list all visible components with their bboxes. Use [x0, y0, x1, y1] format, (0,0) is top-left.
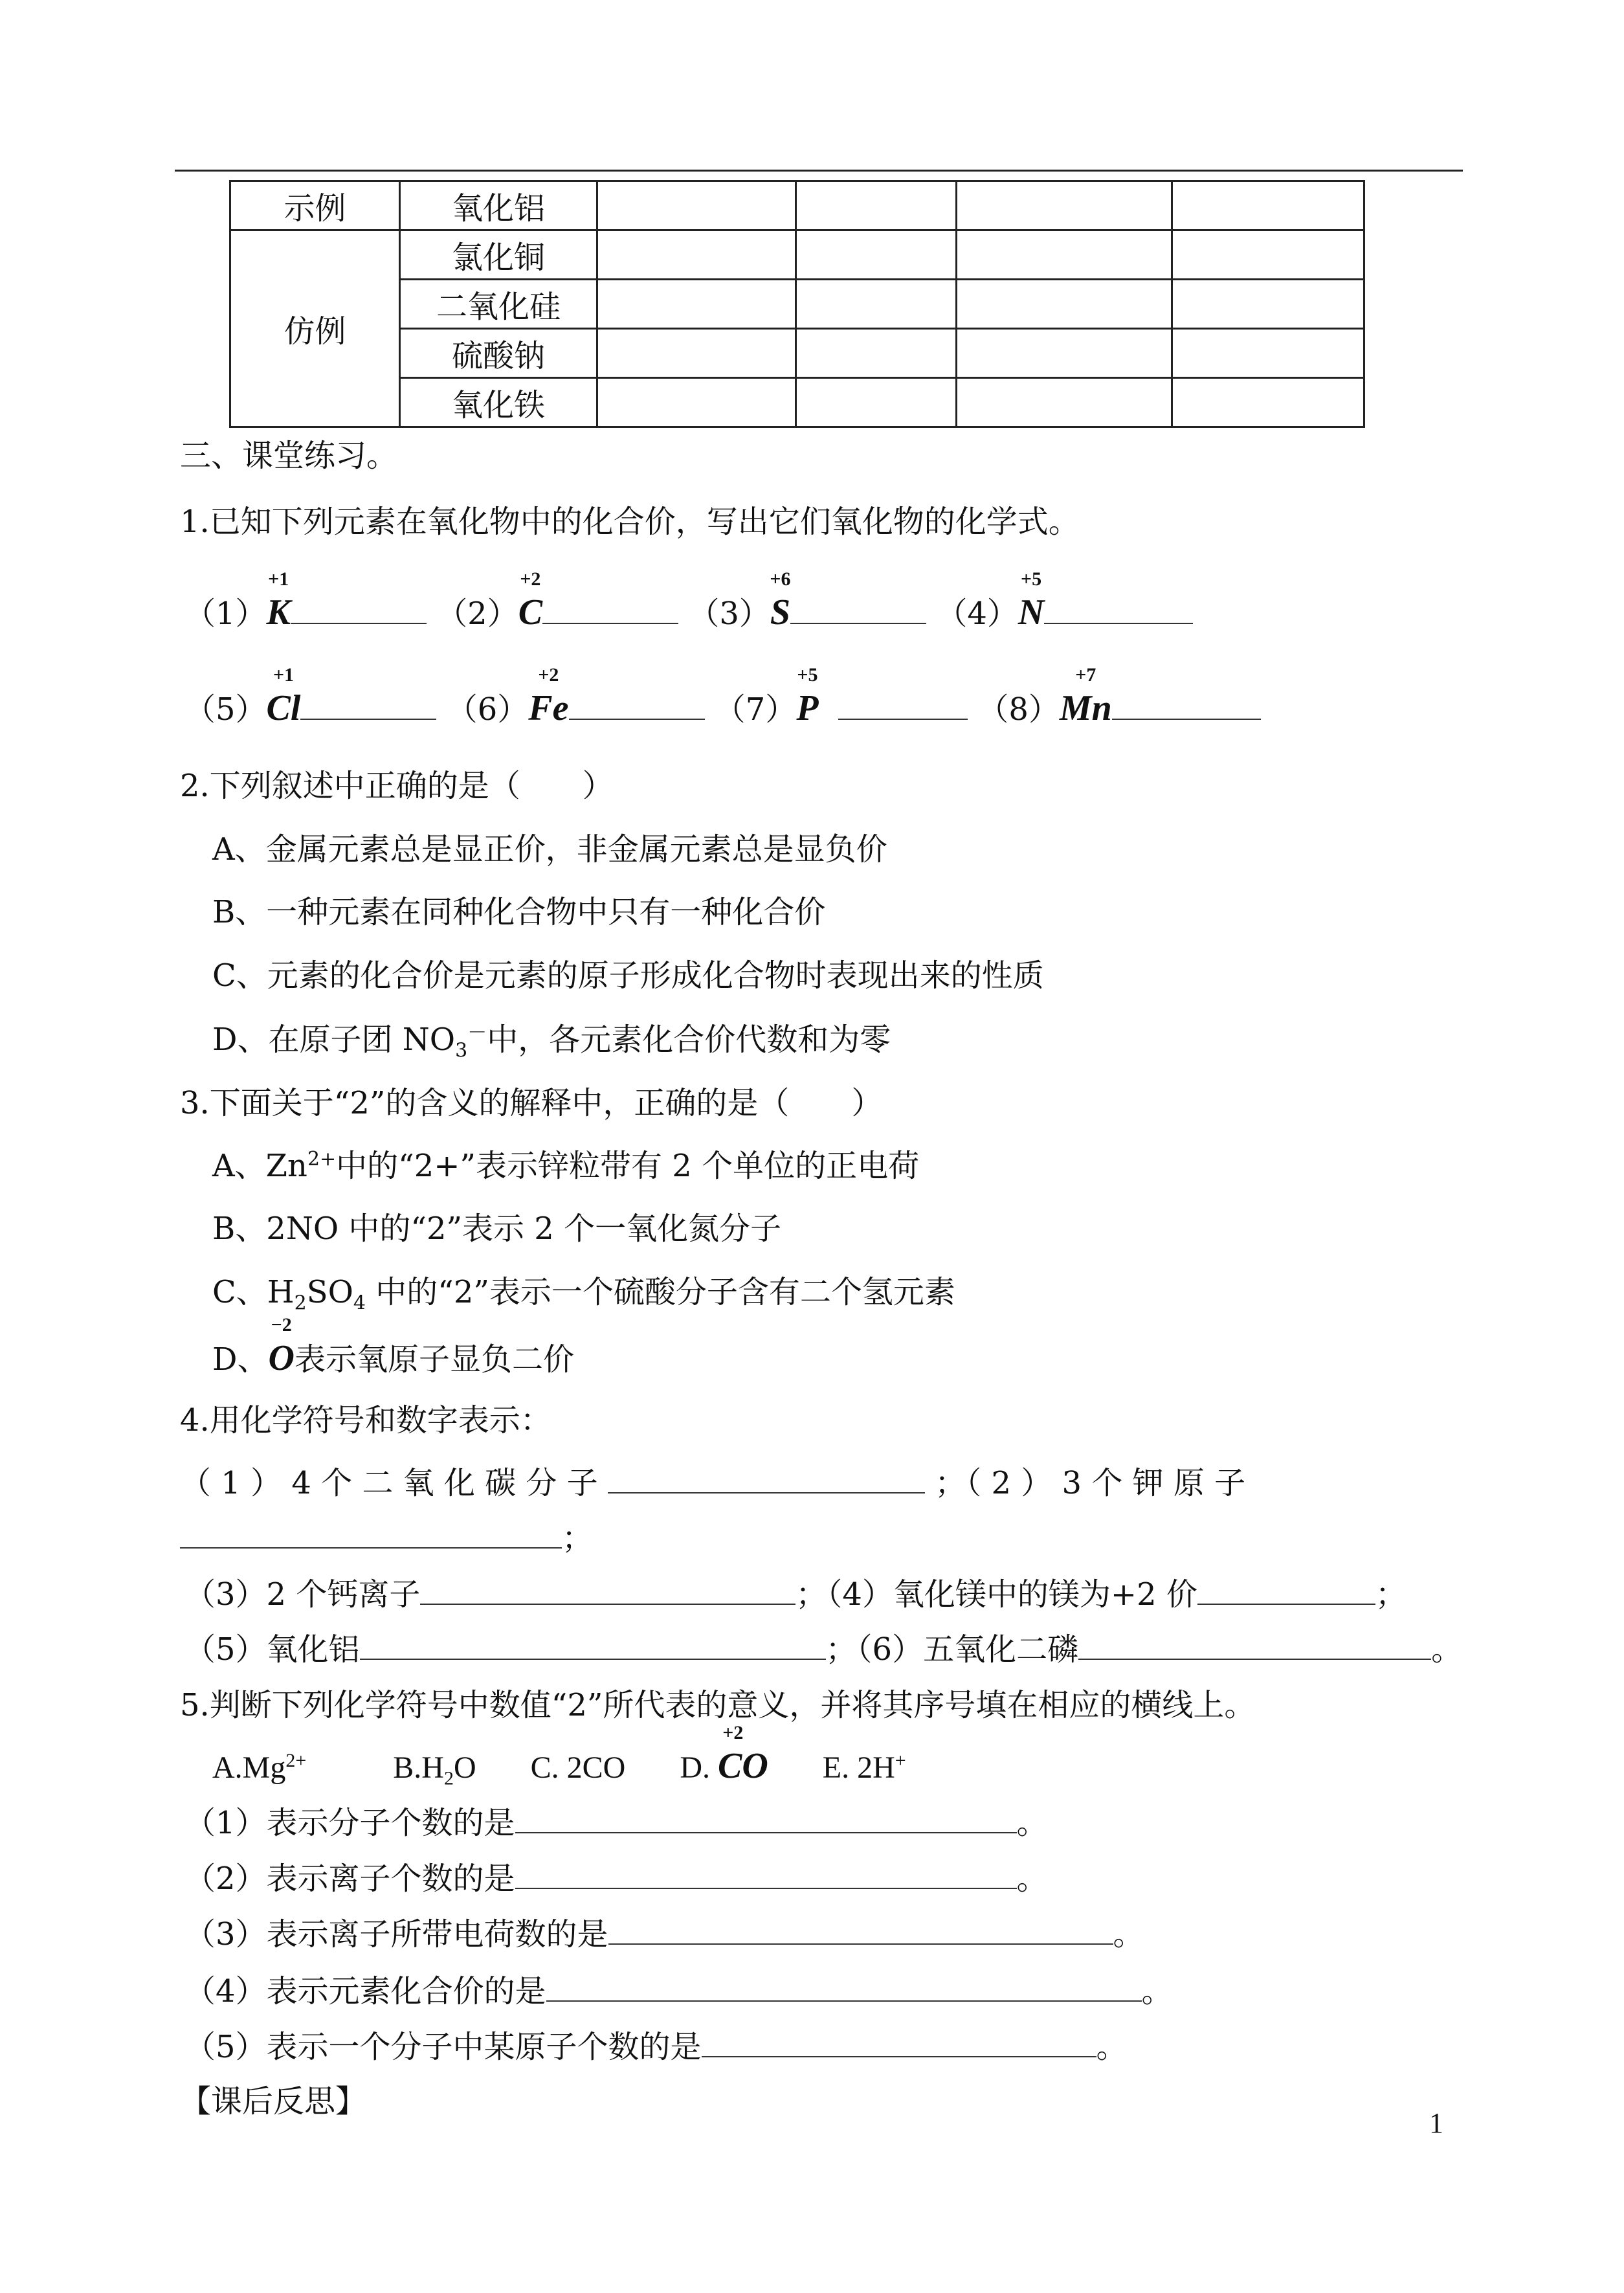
text: 。 [1016, 1861, 1048, 1897]
superscript: － [467, 1022, 487, 1044]
symbol-text: Fe [528, 688, 569, 728]
answer-blank[interactable] [542, 597, 678, 624]
text: D. [680, 1751, 710, 1785]
table-cell: 二氧化硅 [400, 280, 597, 329]
text: O [453, 1751, 476, 1785]
answer-blank[interactable] [515, 1862, 1017, 1889]
symbol-text: S [770, 592, 791, 632]
table-cell [796, 378, 957, 427]
q2-stem: 2.下列叙述中正确的是（ ） [180, 768, 614, 804]
q4-line-1 [180, 1466, 1245, 1499]
text: D、在原子团 NO [212, 1022, 456, 1058]
text: 。 [1016, 1805, 1048, 1841]
text: （3）2 个钙离子 [184, 1576, 421, 1613]
table-cell: 氧化铝 [400, 181, 597, 230]
table-cell [1172, 181, 1364, 230]
symbol-text: CO [718, 1746, 768, 1786]
text: 。 [1141, 1973, 1173, 2009]
table-cell: 氧化铁 [400, 378, 597, 427]
q4-line-4 [184, 1631, 1463, 1668]
q5-sub-1 [184, 1806, 1048, 1839]
reflection-heading: 【课后反思】 [180, 2083, 367, 2120]
valence-label: +2 [538, 664, 559, 686]
text: E. 2H [822, 1751, 895, 1785]
text: ； [562, 1520, 594, 1556]
text: C、H [212, 1274, 295, 1310]
symbol-text: K [266, 592, 291, 632]
text: D、 [212, 1341, 269, 1378]
q1-stem: 1.已知下列元素在氧化物中的化合价，写出它们氧化物的化学式。 [180, 504, 1080, 540]
superscript: 2+ [285, 1750, 307, 1771]
q5-options [212, 1722, 906, 1789]
q5-sub-5 [184, 2030, 1128, 2063]
element-symbol [718, 1722, 768, 1786]
text: （1）表示分子个数的是 [184, 1805, 515, 1841]
table-cell [1172, 329, 1364, 378]
q1-row-2 [184, 664, 1261, 728]
q5-sub-3 [184, 1918, 1144, 1950]
q5-sub-2 [184, 1861, 1048, 1897]
subscript: 4 [353, 1292, 366, 1315]
table-row [230, 329, 1364, 378]
table-cell [1172, 280, 1364, 329]
section-title: 三、课堂练习。 [180, 438, 398, 474]
table-cell [597, 181, 796, 230]
table-cell [796, 181, 957, 230]
text: （2）表示离子个数的是 [184, 1861, 515, 1897]
text: （4）表示元素化合价的是 [184, 1973, 546, 2009]
table-row [230, 378, 1364, 427]
element-symbol [796, 664, 819, 728]
element-symbol [518, 568, 543, 632]
table-cell: 仿例 [230, 230, 400, 427]
table-cell [957, 230, 1172, 280]
symbol-text: P [796, 688, 819, 728]
q3-option-a [212, 1148, 920, 1184]
text: 。 [1113, 1916, 1144, 1952]
table-cell [796, 230, 957, 280]
text: （5）氧化铝 [184, 1631, 360, 1668]
page-number: 1 [1429, 2107, 1443, 2139]
item-number: （2） [436, 596, 518, 632]
valence-label: +1 [268, 568, 289, 590]
table-cell: 硫酸钠 [400, 329, 597, 378]
symbol-text: C [518, 592, 543, 632]
table-cell [957, 378, 1172, 427]
table-cell [1172, 230, 1364, 280]
q5-stem: 5.判断下列化学符号中数值“2”所代表的意义，并将其序号填在相应的横线上。 [180, 1687, 1256, 1723]
valence-label: −2 [271, 1314, 292, 1336]
item-number: （8） [977, 691, 1060, 728]
table-cell [597, 280, 796, 329]
text: B.H [393, 1751, 444, 1785]
text: （3）表示离子所带电荷数的是 [184, 1916, 608, 1952]
answer-blank[interactable] [608, 1466, 925, 1493]
element-symbol [266, 568, 291, 632]
symbol-text: Mn [1059, 688, 1112, 728]
symbol-text: Cl [266, 688, 301, 728]
element-symbol [1018, 568, 1045, 632]
text: SO [306, 1274, 353, 1310]
table-cell [597, 329, 796, 378]
q2-option-c: C、元素的化合价是元素的原子形成化合物时表现出来的性质 [212, 957, 1044, 994]
superscript: + [895, 1750, 906, 1771]
item-number: （1） [184, 596, 267, 632]
subscript: 3 [455, 1039, 468, 1062]
item-number: （6） [446, 691, 529, 728]
valence-label: +6 [770, 568, 791, 590]
symbol-text: N [1018, 592, 1045, 632]
text: ；（ 2 ） 3 个 钾 原 子 [935, 1465, 1246, 1501]
answer-blank[interactable] [1078, 1633, 1431, 1660]
subscript: 2 [294, 1292, 307, 1315]
text: 中的“2”表示一个硫酸分子含有二个氢元素 [366, 1274, 955, 1310]
table-cell [957, 181, 1172, 230]
text: A、Zn [212, 1148, 307, 1184]
text: 中，各元素化合价代数和为零 [487, 1022, 891, 1058]
answer-blank[interactable] [1112, 693, 1261, 720]
element-symbol [266, 664, 301, 728]
q3-stem: 3.下面关于“2”的含义的解释中，正确的是（ ） [180, 1085, 883, 1121]
subscript: 2 [443, 1767, 454, 1789]
text: 表示氧原子显负二价 [294, 1341, 574, 1378]
q5-sub-4 [184, 1974, 1173, 2007]
q3-option-b: B、2NO 中的“2”表示 2 个一氧化氮分子 [212, 1211, 782, 1247]
answer-blank[interactable] [1044, 597, 1193, 624]
header-rule [175, 170, 1463, 172]
text: ； [1375, 1576, 1407, 1613]
text: （ 1 ） 4 个 二 氧 化 碳 分 子 [180, 1465, 598, 1501]
answer-blank[interactable] [608, 1918, 1113, 1945]
table-row [230, 181, 1364, 230]
q3-option-d [212, 1314, 574, 1378]
answer-blank[interactable] [1197, 1578, 1375, 1605]
q2-option-d [212, 1022, 891, 1062]
text: 。 [1096, 2029, 1128, 2065]
valence-label: +7 [1075, 664, 1096, 686]
valence-label: +2 [520, 568, 541, 590]
text: C. 2CO [530, 1751, 626, 1785]
answer-blank[interactable] [790, 597, 926, 624]
table-row [230, 230, 1364, 280]
table-cell [957, 280, 1172, 329]
text: A.Mg [212, 1751, 286, 1785]
valence-label: +5 [1021, 568, 1042, 590]
text: （5）表示一个分子中某原子个数的是 [184, 2029, 702, 2065]
text: 中的“2+”表示锌粒带有 2 个单位的正电荷 [336, 1148, 920, 1184]
q2-option-b: B、一种元素在同种化合物中只有一种化合价 [212, 894, 826, 930]
q4-stem: 4.用化学符号和数字表示： [180, 1402, 551, 1438]
answer-blank[interactable] [420, 1578, 795, 1605]
answer-blank[interactable] [300, 693, 436, 720]
table-cell [597, 230, 796, 280]
element-symbol [770, 568, 791, 632]
q1-row-1 [184, 568, 1193, 632]
valence-label: +1 [273, 664, 295, 686]
table-cell [1172, 378, 1364, 427]
table-cell: 示例 [230, 181, 400, 230]
answer-blank[interactable] [546, 1974, 1142, 2002]
item-number: （5） [184, 691, 267, 728]
valence-label: +2 [722, 1722, 744, 1743]
element-symbol [268, 1314, 295, 1378]
table-cell [796, 329, 957, 378]
table-cell: 氯化铜 [400, 230, 597, 280]
symbol-text: O [268, 1338, 295, 1378]
answer-blank[interactable] [180, 1521, 562, 1549]
table-cell [957, 329, 1172, 378]
table-cell [597, 378, 796, 427]
answer-blank[interactable] [569, 693, 705, 720]
text: ；（6）五氧化二磷 [825, 1631, 1079, 1668]
text: ；（4）氧化镁中的镁为+2 价 [795, 1576, 1197, 1613]
example-table [229, 180, 1365, 428]
answer-blank[interactable] [838, 693, 968, 720]
valence-label: +5 [797, 664, 818, 686]
q3-option-c [212, 1274, 955, 1315]
item-number: （3） [688, 596, 770, 632]
element-symbol [1059, 664, 1112, 728]
table-row [230, 280, 1364, 329]
superscript: 2+ [307, 1148, 337, 1170]
q4-line-2 [180, 1521, 593, 1554]
table-cell [796, 280, 957, 329]
answer-blank[interactable] [291, 597, 427, 624]
item-number: （4） [936, 596, 1018, 632]
answer-blank[interactable] [702, 2030, 1096, 2057]
q2-option-a: A、金属元素总是显正价，非金属元素总是显负价 [212, 831, 887, 867]
answer-blank[interactable] [515, 1806, 1017, 1833]
item-number: （7） [714, 691, 797, 728]
element-symbol [528, 664, 569, 728]
answer-blank[interactable] [360, 1633, 826, 1660]
text: 。 [1431, 1631, 1463, 1668]
q4-line-3 [184, 1576, 1407, 1613]
